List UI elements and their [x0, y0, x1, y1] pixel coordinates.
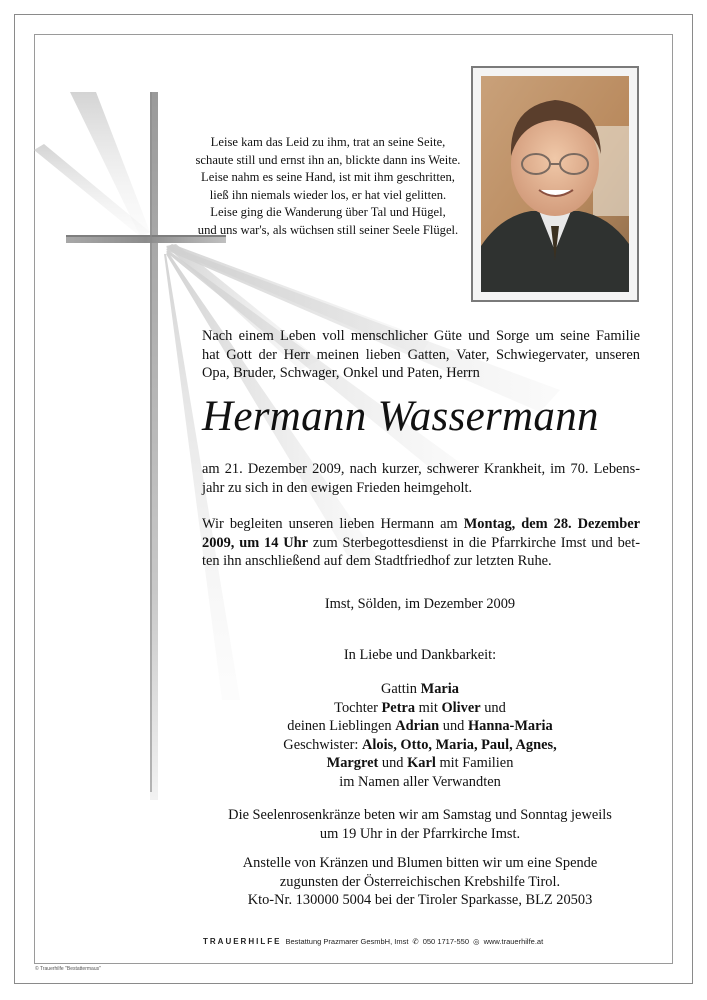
- family-line: deinen Lieblingen Adrian und Hanna-Maria: [287, 718, 553, 734]
- intro-text: [202, 327, 640, 383]
- family-line: Gattin Maria: [381, 681, 459, 697]
- donation-notice: [176, 854, 664, 910]
- poem-line: schaute still und ernst ihn an, blickte dann ins Weite.: [195, 152, 461, 167]
- company-name: Bestattung Prazmarer GesmbH, Imst: [285, 937, 409, 946]
- portrait-frame: [471, 66, 639, 302]
- phone-number: 050 1717-550: [422, 937, 470, 946]
- poem-line: Leise kam das Leid zu ihm, trat an seine Seite,: [210, 135, 446, 149]
- family-line: Tochter Petra mit Oliver und: [334, 699, 506, 716]
- poem-line: ließ ihn niemals wieder los, er hat viel gelitten.: [209, 187, 447, 202]
- website: www.trauerhilfe.at: [483, 937, 544, 946]
- donation-line: zugunsten der Österreichischen Krebshilfe Tirol.: [279, 873, 561, 890]
- phone-icon: ✆: [412, 937, 419, 946]
- funeral-line: 2009, um 14 Uhr zum Sterbegottesdienst in die Pfarrkirche Imst und bet-: [202, 534, 640, 551]
- poem-line: Leise ging die Wanderung über Tal und Hügel,: [210, 205, 446, 219]
- place-date: Imst, Sölden, im Dezember 2009: [324, 596, 516, 612]
- death-notice: [202, 460, 640, 497]
- intro-line: Nach einem Leben voll menschlicher Güte und Sorge um seine Familie: [202, 328, 640, 344]
- intro-line: hat Gott der Herr meinen lieben Gatten, Vater, Schwiegervater, unseren: [202, 346, 640, 363]
- portrait-photo: [481, 76, 629, 292]
- copyright: © Trauerhilfe "Bestattermaus": [35, 966, 101, 972]
- trauerhilfe-logo: TRAUERHILFE: [203, 937, 282, 946]
- family-line: im Namen aller Verwandten: [339, 773, 501, 790]
- rosary-line: Die Seelenrosenkränze beten wir am Samstag und Sonntag jeweils: [228, 807, 612, 823]
- family-line: Margret und Karl mit Familien: [326, 755, 514, 771]
- family-line: Geschwister: Alois, Otto, Maria, Paul, Agnes,: [283, 736, 557, 753]
- funeral-line: Wir begleiten unseren lieben Hermann am Montag, dem 28. Dezember: [202, 516, 640, 532]
- funeral-line: ten ihn anschließend auf dem Stadtfriedhof zur letzten Ruhe.: [202, 553, 552, 569]
- poem-line: Leise nahm es seine Hand, ist mit ihm geschritten,: [201, 170, 455, 184]
- funeral-notice: [202, 515, 640, 571]
- donation-line: Kto-Nr. 130000 5004 bei der Tiroler Sparkasse, BLZ 20503: [247, 892, 593, 908]
- family-list: [176, 680, 664, 791]
- footer: [203, 937, 543, 946]
- poem: [178, 134, 478, 239]
- death-line: jahr zu sich in den ewigen Frieden heimgeholt.: [202, 479, 473, 496]
- rosary-notice: [176, 806, 664, 843]
- death-line: am 21. Dezember 2009, nach kurzer, schwerer Krankheit, im 70. Lebens-: [202, 461, 640, 477]
- gratitude-heading: In Liebe und Dankbarkeit:: [343, 647, 497, 663]
- rosary-line: um 19 Uhr in der Pfarrkirche Imst.: [319, 825, 521, 842]
- poem-line: und uns war's, als wüchsen still seiner Seele Flügel.: [197, 222, 459, 237]
- donation-line: Anstelle von Kränzen und Blumen bitten wir um eine Spende: [242, 855, 598, 871]
- deceased-name: Hermann Wassermann: [202, 393, 599, 440]
- intro-line: Opa, Bruder, Schwager, Onkel und Paten, Herrn: [202, 365, 480, 381]
- globe-icon: ◎: [473, 937, 480, 946]
